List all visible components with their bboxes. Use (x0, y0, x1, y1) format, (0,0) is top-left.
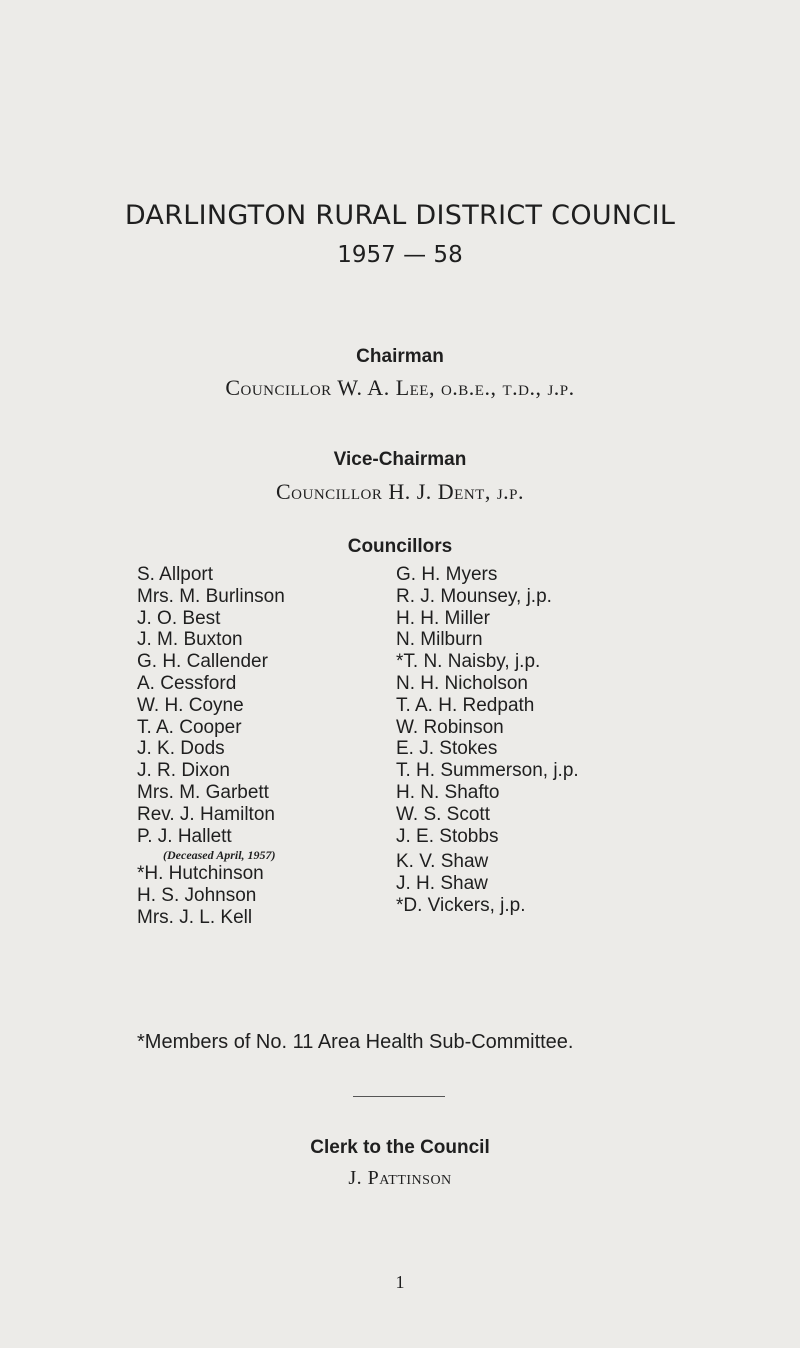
councillor-name: N. H. Nicholson (396, 672, 528, 694)
vice-chairman-heading: Vice-Chairman (333, 449, 467, 470)
councillor-name: H. H. Miller (396, 607, 490, 629)
councillor-name: J. H. Shaw (396, 873, 488, 895)
councillor-name: H. N. Shafto (396, 781, 500, 803)
councillor-name: A. Cessford (137, 672, 237, 694)
councillor-name: J. E. Stobbs (396, 825, 499, 847)
councillor-name: K. V. Shaw (396, 851, 489, 873)
councillor-name: E. J. Stokes (396, 738, 498, 760)
clerk-name: J. Pattinson (348, 1167, 452, 1189)
councillor-name: J. R. Dixon (137, 760, 230, 782)
vice-chairman-name: Councillor H. J. Dent, j.p. (275, 479, 524, 504)
page-number: 1 (395, 1272, 405, 1292)
councillor-name: T. A. Cooper (137, 716, 242, 738)
clerk-heading: Clerk to the Council (310, 1137, 490, 1158)
councillor-name: G. H. Myers (396, 564, 498, 585)
councillor-name: N. Milburn (396, 629, 483, 651)
councillor-name: Mrs. J. L. Kell (137, 906, 253, 928)
chairman-name: Councillor W. A. Lee, o.b.e., t.d., j.p. (225, 375, 575, 400)
councillor-name: T. A. H. Redpath (396, 694, 535, 716)
year-range: 1957 — 58 (337, 242, 463, 268)
councillor-name: *T. N. Naisby, j.p. (396, 651, 541, 673)
councillors-right-column (396, 564, 579, 917)
chairman-heading: Chairman (356, 346, 444, 367)
council-title: DARLINGTON RURAL DISTRICT COUNCIL (124, 200, 676, 231)
councillor-name: J. O. Best (137, 607, 221, 629)
councillors-heading: Councillors (347, 536, 453, 557)
footnote: *Members of No. 11 Area Health Sub-Committee. (137, 1031, 574, 1053)
deceased-note: (Deceased April, 1957) (163, 848, 276, 863)
councillor-name: R. J. Mounsey, j.p. (396, 585, 552, 607)
councillor-name: T. H. Summerson, j.p. (396, 760, 579, 782)
councillor-name: Rev. J. Hamilton (137, 803, 275, 825)
councillor-name: Mrs. M. Burlinson (137, 585, 285, 607)
divider (353, 1096, 445, 1097)
councillor-name: W. H. Coyne (137, 694, 244, 716)
councillor-name: Mrs. M. Garbett (137, 781, 269, 803)
councillor-name: S. Allport (137, 564, 214, 585)
councillor-name: *D. Vickers, j.p. (396, 894, 526, 916)
councillor-name: *H. Hutchinson (137, 863, 264, 885)
councillor-name: J. K. Dods (137, 738, 225, 760)
councillor-name: J. M. Buxton (137, 629, 243, 651)
councillor-name: G. H. Callender (137, 651, 268, 673)
councillor-name: W. S. Scott (396, 803, 490, 825)
councillor-name: P. J. Hallett (137, 825, 232, 847)
councillor-name: H. S. Johnson (137, 885, 257, 907)
councillor-name: W. Robinson (396, 716, 504, 738)
councillors-left-column (137, 564, 285, 929)
